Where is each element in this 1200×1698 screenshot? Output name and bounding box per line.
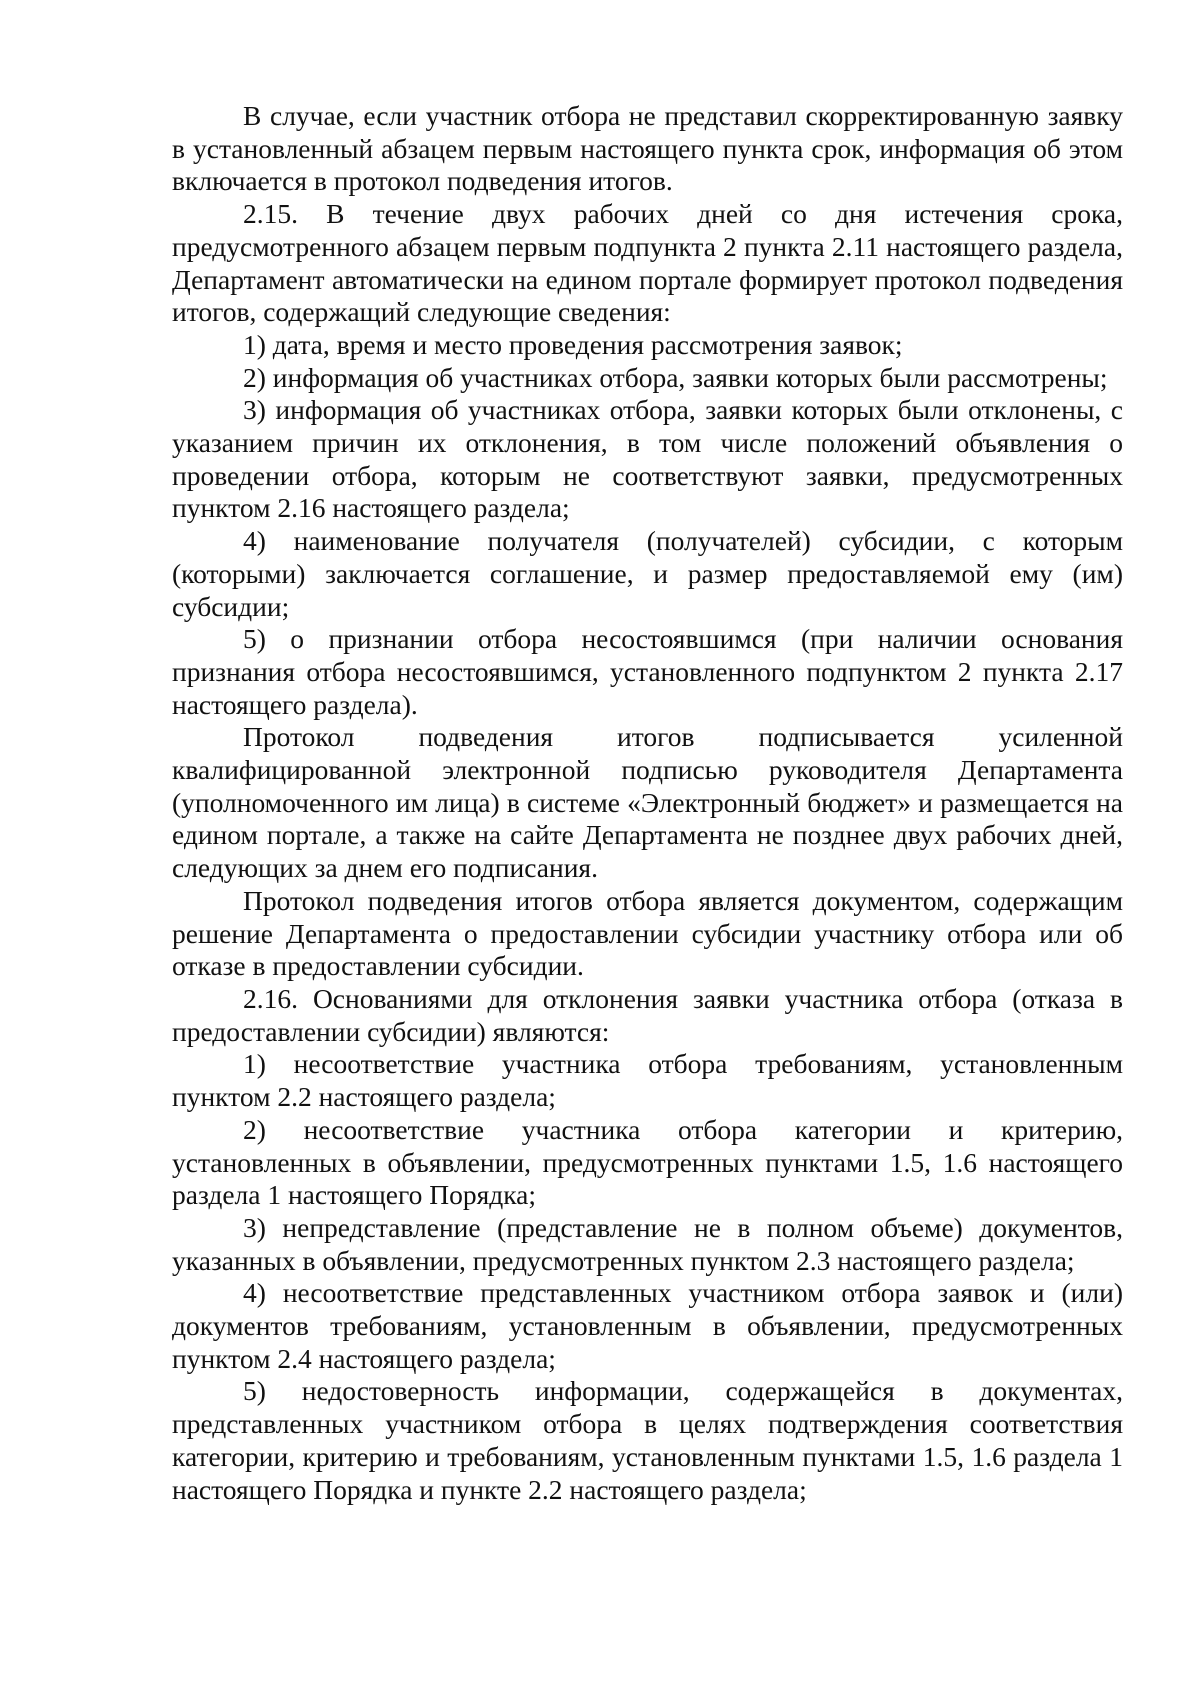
list-item-2-15-1: 1) дата, время и место проведения рассмотрения заявок; — [243, 328, 903, 360]
list-item-2-15-5: 5) о признании отбора несостоявшимся (при наличии основания признания отбора несостоявшимся, установленного подпунктом 2 пункта 2.17 настоящего раздела). — [172, 623, 1123, 720]
list-item-2-16-5: 5) недостоверность информации, содержащейся в документах, представленных участником отбора в целях подтверждения соответствия категории, критерию и требованиям, установленным пунктами 1.5, 1.6 раздела 1 настоящего Порядка и пункте 2.2 настоящего раздела; — [172, 1375, 1123, 1505]
document-body — [172, 100, 1123, 1506]
paragraph-protocol-decision: Протокол подведения итогов отбора является документом, содержащим решение Департамента о предоставлении субсидии участнику отбора или об отказе в предоставлении субсидии. — [172, 884, 1123, 982]
paragraph-corrected-application: В случае, если участник отбора не представил скорректированную заявку в установленный абзацем первым настоящего пункта срок, информация об этом включается в протокол подведения итогов. — [172, 100, 1123, 197]
paragraph-2-16: 2.16. Основаниями для отклонения заявки участника отбора (отказа в предоставлении субсидии) являются: — [172, 982, 1123, 1047]
list-item-2-15-4: 4) наименование получателя (получателей) субсидии, с которым (которыми) заключается соглашение, и размер предоставляемой ему (им) субсидии; — [172, 525, 1123, 622]
list-item-2-16-2: 2) несоответствие участника отбора категории и критерию, установленных в объявлении, предусмотренных пунктами 1.5, 1.6 настоящего раздела 1 настоящего Порядка; — [172, 1113, 1123, 1211]
list-item-2-15-2: 2) информация об участниках отбора, заявки которых были рассмотрены; — [243, 361, 1108, 393]
list-item-2-16-4: 4) несоответствие представленных участником отбора заявок и (или) документов требованиям, установленным в объявлении, предусмотренных пунктом 2.4 настоящего раздела; — [172, 1277, 1123, 1374]
list-item-2-16-3: 3) непредставление (представление не в полном объеме) документов, указанных в объявлении, предусмотренных пунктом 2.3 настоящего раздела; — [172, 1211, 1123, 1276]
paragraph-protocol-signing: Протокол подведения итогов подписывается усиленной квалифицированной электронной подписью руководителя Департамента (уполномоченного им лица) в системе «Электронный бюджет» и размещается на едином портале, а также на сайте Департамента не позднее двух рабочих дней, следующих за днем его подписания. — [172, 721, 1123, 884]
paragraph-2-15: 2.15. В течение двух рабочих дней со дня истечения срока, предусмотренного абзацем первым подпункта 2 пункта 2.11 настоящего раздела, Департамент автоматически на едином портале формирует протокол подведения итогов, содержащий следующие сведения: — [172, 198, 1123, 328]
list-item-2-15-3: 3) информация об участниках отбора, заявки которых были отклонены, с указанием причин их отклонения, в том числе положений объявления о проведении отбора, которым не соответствуют заявки, предусмотренных пунктом 2.16 настоящего раздела; — [172, 394, 1123, 524]
list-item-2-16-1: 1) несоответствие участника отбора требованиям, установленным пунктом 2.2 настоящего раздела; — [172, 1048, 1123, 1113]
